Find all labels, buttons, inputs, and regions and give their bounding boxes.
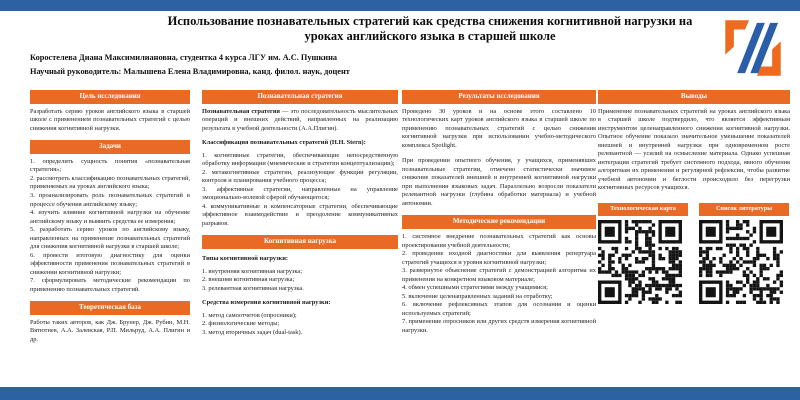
list-item: 7. сформулировать методические рекомендации по применению познавательных стратегий. — [30, 277, 190, 293]
list-item: 2. внешняя когнитивная нагрузка; — [202, 276, 295, 284]
column-results-recommendations — [402, 90, 596, 385]
goal-text: Разработать серию уроков английского языка в старшей школе с применением познавательных стратегий с целью снижения когнитивной нагрузки. — [30, 107, 190, 132]
qr-section — [598, 203, 790, 304]
list-item: 3. релевантная когнитивная нагрузка. — [202, 284, 304, 292]
top-accent-bar — [0, 0, 800, 11]
qr-code-icon — [699, 220, 783, 304]
list-item: 2. проведение входной диагностики для выявления репертуара стратегий учащихся и уровня когнитивной нагрузки; — [402, 250, 596, 266]
load-types-heading: Типы когнитивной нагрузки: — [202, 255, 289, 263]
list-item: 1. определить сущность понятия «познавательная стратегия»; — [30, 157, 190, 174]
load-types-list — [202, 268, 398, 294]
list-item: 2. физиологические методы; — [202, 320, 280, 328]
section-header-tasks: Задачи — [30, 140, 190, 154]
list-item: 3. аффективные стратегии, направленные на управление эмоционально-волевой сферой обучающегося; — [202, 185, 398, 202]
theory-text: Работы таких авторов, как Дж. Брунер, Дж. Рубин, М.Н. Вятютнев, А.А. Залевская, Р.П. Мильруд, А.А. Плигин и др. — [30, 318, 190, 343]
load-measures-heading: Средства измерения когнитивной нагрузки: — [202, 299, 331, 307]
list-item: 1. метод самоотчетов (опросники); — [202, 311, 297, 319]
qr-box-tech-map — [598, 203, 688, 304]
list-item: 3. проанализировать роль познавательных стратегий в процессе обучения английскому языку; — [30, 191, 190, 208]
section-header-load: Когнитивная нагрузка — [202, 235, 398, 249]
strategy-definition-rest: — это последовательность мыслительных операций и внешних действий, направленных на реализацию результата в учебной деятельности (А.А.Плигин). — [202, 107, 398, 132]
author-line: Коростелева Диана Максимилиановна, студентка 4 курса ЛГУ им. А.С. Пушкина — [30, 53, 337, 62]
list-item: 4. коммуникативные и компенсаторные стратегии, обеспечивающие эффективное взаимодействие и преодоление коммуникативных разрывов. — [202, 202, 398, 227]
section-header-results: Результаты исследования — [402, 90, 596, 104]
supervisor-line: Научный руководитель: Малышева Елена Владимировна, канд. филол. наук, доцент — [30, 67, 350, 76]
list-item: 4. обмен успешными стратегиями между учащимися; — [402, 284, 548, 292]
conclusions-text: Применение познавательных стратегий на уроках английского языка в старшей школе подтвердило, что является эффективным инструментом целенаправленного снижения когнитивной нагрузки. Опытное обучение показало значительное уменьшение показателей внешней и внутренней нагрузки при одновременном росте релевантной — усилий на осмысление материала. Однако успешная интеграция стратегий требует системного подхода, явного обучения алгоритмам их применения и регулярной рефлексии, чтобы развитие учебной автономии и беглости происходило без перегрузки когнитивных ресурсов учащихся. — [598, 107, 790, 192]
list-item: 3. развернутое объяснение стратегий с демонстрацией алгоритма их применения на конкретном языковом материале; — [402, 267, 596, 283]
qr-code-tech-map — [598, 220, 688, 304]
qr-box-references — [699, 203, 789, 304]
bottom-accent-bar — [0, 387, 800, 400]
list-item: 3. метод вторичных задач (dual-task). — [202, 328, 303, 336]
list-item: 2. метакогнитивные стратегии, реализующие функции регуляции, контроля и планирования учебного процесса; — [202, 168, 398, 185]
strategy-definition — [202, 108, 398, 134]
list-item: 5. включение целенаправленных заданий на отработку; — [402, 292, 553, 300]
column-conclusions — [598, 90, 790, 385]
qr-code-icon — [598, 220, 682, 304]
list-item: 4. изучить влияние когнитивной нагрузки на обучение английскому языку и выявить средства ее измерения; — [30, 209, 190, 225]
recommendations-list — [402, 233, 596, 335]
section-header-theory: Теоретическая база — [30, 301, 190, 315]
qr-code-references — [699, 220, 789, 304]
column-goal-tasks — [30, 90, 190, 385]
list-item: 1. внутренняя когнитивная нагрузка; — [202, 267, 303, 275]
qr-label-references: Список литературы — [699, 203, 789, 216]
qr-label-tech-map: Технологическая карта — [598, 203, 688, 216]
strategy-term: Познавательная стратегия — [202, 107, 280, 115]
list-item: 6. провести итоговую диагностику для оценки эффективности применения познавательных стратегий в снижении когнитивной нагрузки; — [30, 251, 190, 276]
university-logo-icon — [720, 15, 786, 81]
university-logo — [720, 15, 786, 80]
list-item: 5. разработать серию уроков по английскому языку, направленных на применение познавательных стратегий для снижения когнитивной нагрузки в старшей школе; — [30, 226, 190, 251]
list-item: 1. когнитивные стратегии, обеспечивающие непосредственную обработку информации (мнемические и стратегии концептуализации); — [202, 151, 398, 168]
column-strategy-load — [202, 90, 398, 385]
classification-heading: Классификация познавательных стратегий (Н.Н. Stern): — [202, 139, 366, 147]
classification-list — [202, 152, 398, 229]
section-header-goal: Цель исследования — [30, 90, 190, 104]
results-paragraph-1: Проведено 30 уроков и на основе этого составлено 10 технологических карт уроков английского языка в старшей школе по применению познавательных стратегий с целью снижения когнитивной нагрузки при использовании учебно-методического комплекса Spotlight. — [402, 107, 596, 149]
section-header-recommendations: Методические рекомендации — [402, 215, 596, 229]
list-item: 1. системное внедрение познавательных стратегий как основы проектирования учебной деятельности; — [402, 233, 596, 249]
load-measures-list — [202, 312, 398, 338]
list-item: 2. рассмотреть классификацию познавательных стратегий, применяемых на уроках английского языка; — [30, 174, 190, 191]
list-item: 7. применение опросников или других средств измерения когнитивной нагрузки. — [402, 318, 596, 334]
section-header-conclusions: Выводы — [598, 90, 790, 104]
section-header-strategy: Познавательная стратегия — [202, 90, 398, 104]
poster-title: Использование познавательных стратегий как средства снижения когнитивной нагрузки на уроках английского языка в старшей школе — [167, 14, 693, 44]
results-paragraph-2: При проведении опытного обучения, у учащихся, применявших познавательные стратегии, отмечено статистически значимое снижение показателей внешней и внутренней когнитивной нагрузки при выполнении языковых задач. Параллельно возросли показатели релевантной нагрузки (глубина обработки материала) и учебной автономии. — [402, 157, 596, 207]
list-item: 6. включение рефлексивных этапов для осознания и оценки используемых стратегий; — [402, 301, 596, 317]
tasks-list — [30, 158, 190, 294]
